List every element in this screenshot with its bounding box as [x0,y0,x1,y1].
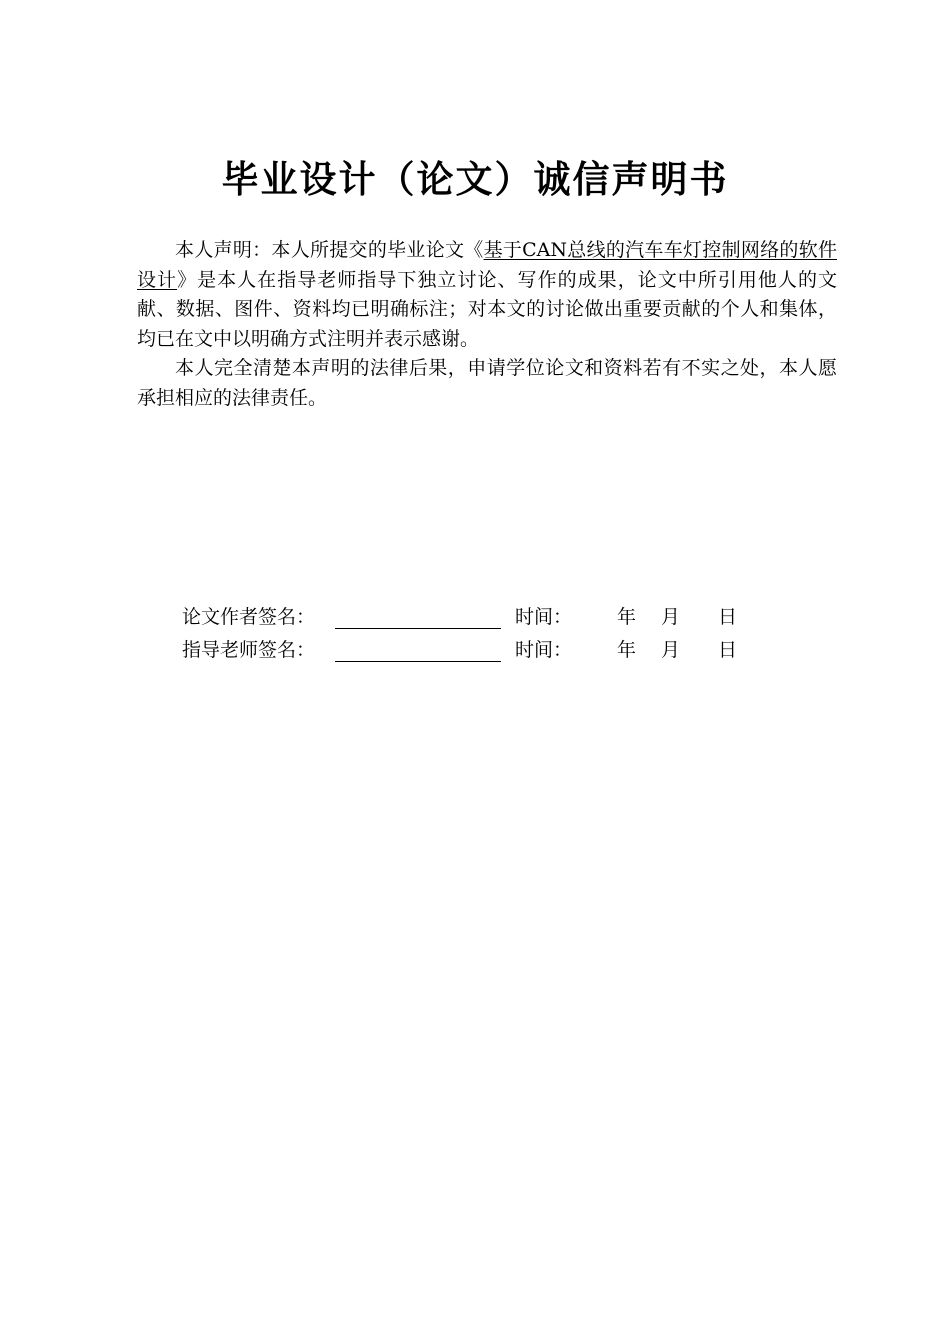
advisor-month-label: 月 [661,639,681,661]
declaration-paragraph-1 [137,236,837,354]
page-title: 毕业设计（论文）诚信声明书 [221,158,729,201]
advisor-year-label: 年 [617,639,637,661]
advisor-day-label: 日 [718,639,738,661]
author-signature-line[interactable] [335,606,501,629]
author-month-label: 月 [661,606,681,628]
author-day-label: 日 [718,606,738,628]
declaration-text [137,236,837,413]
advisor-signature-label: 指导老师签名： [182,639,316,661]
author-time-label: 时间： [515,606,573,628]
paragraph-1-before: 本人声明：本人所提交的毕业论文《 [175,239,484,261]
declaration-paragraph-2: 本人完全清楚本声明的法律后果，申请学位论文和资料若有不实之处，本人愿承担相应的法律责任。 [137,357,837,409]
author-year-label: 年 [617,606,637,628]
thesis-title: 基于CAN总线的汽车车灯控制网络的软件设计 [137,239,837,291]
advisor-signature-row [182,629,738,662]
paragraph-1-after: 》是本人在指导老师指导下独立讨论、写作的成果，论文中所引用他人的文献、数据、图件、资料均已明确标注；对本文的讨论做出重要贡献的个人和集体，均已在文中以明确方式注明并表示感谢。 [137,268,837,350]
signature-block [182,596,738,662]
advisor-signature-line[interactable] [335,639,501,662]
advisor-time-label: 时间： [515,639,573,661]
author-signature-label: 论文作者签名： [182,606,316,628]
author-signature-row [182,596,738,629]
